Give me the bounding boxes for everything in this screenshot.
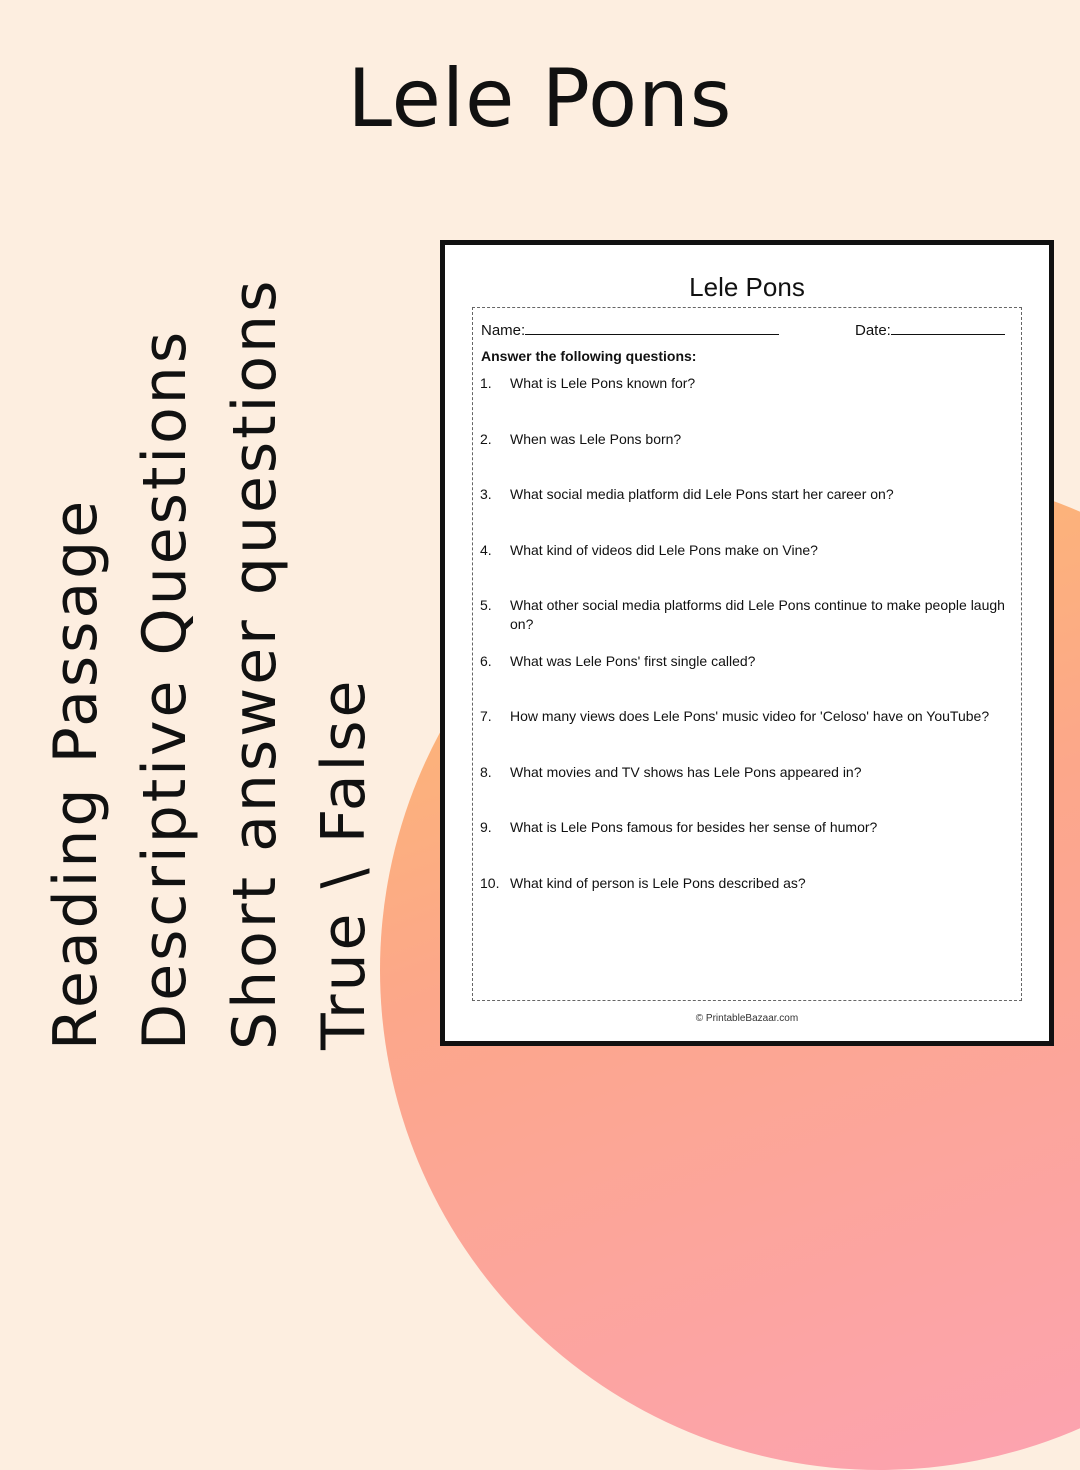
instructions: Answer the following questions: [481, 348, 697, 364]
question-text: What other social media platforms did Lele Pons continue to make people laugh on? [510, 597, 1005, 632]
question-number: 9. [480, 819, 492, 835]
feature-short-answer: Short answer questions [219, 277, 290, 1050]
worksheet-title: Lele Pons [689, 272, 805, 302]
worksheet-body [472, 307, 1022, 1001]
question-number: 8. [480, 763, 492, 780]
worksheet-preview [440, 240, 1054, 1046]
question-text: What movies and TV shows has Lele Pons appeared in? [510, 763, 862, 780]
page-title: Lele Pons [347, 52, 733, 145]
feature-true-false: True \ False [308, 677, 379, 1050]
question-number: 3. [480, 486, 492, 502]
name-field [481, 320, 779, 339]
question-text: What social media platform did Lele Pons start her career on? [510, 486, 894, 502]
question-text: What was Lele Pons' first single called? [510, 652, 756, 669]
date-blank [891, 320, 1005, 335]
question-number: 1. [480, 375, 492, 391]
date-field [855, 320, 1005, 339]
question-number: 7. [480, 708, 492, 724]
question-text: How many views does Lele Pons' music video for 'Celoso' have on YouTube? [510, 708, 990, 724]
question-number: 2. [480, 430, 492, 447]
feature-reading-passage: Reading Passage [41, 497, 111, 1050]
product-features [40, 277, 380, 1050]
question-number: 10. [480, 874, 500, 891]
question-text: What kind of videos did Lele Pons make on Vine? [510, 541, 818, 558]
date-label: Date: [855, 322, 891, 339]
name-label: Name: [481, 322, 526, 339]
name-blank [525, 320, 779, 335]
feature-descriptive-questions: Descriptive Questions [130, 328, 201, 1050]
question-number: 4. [480, 541, 492, 558]
question-text: What is Lele Pons famous for besides her sense of humor? [510, 819, 878, 835]
question-number: 6. [480, 652, 492, 669]
question-text: What is Lele Pons known for? [510, 375, 696, 391]
question-text: What kind of person is Lele Pons described as? [510, 874, 806, 891]
question-number: 5. [480, 597, 492, 613]
copyright: © PrintableBazaar.com [695, 1013, 799, 1024]
question-text: When was Lele Pons born? [510, 430, 682, 447]
